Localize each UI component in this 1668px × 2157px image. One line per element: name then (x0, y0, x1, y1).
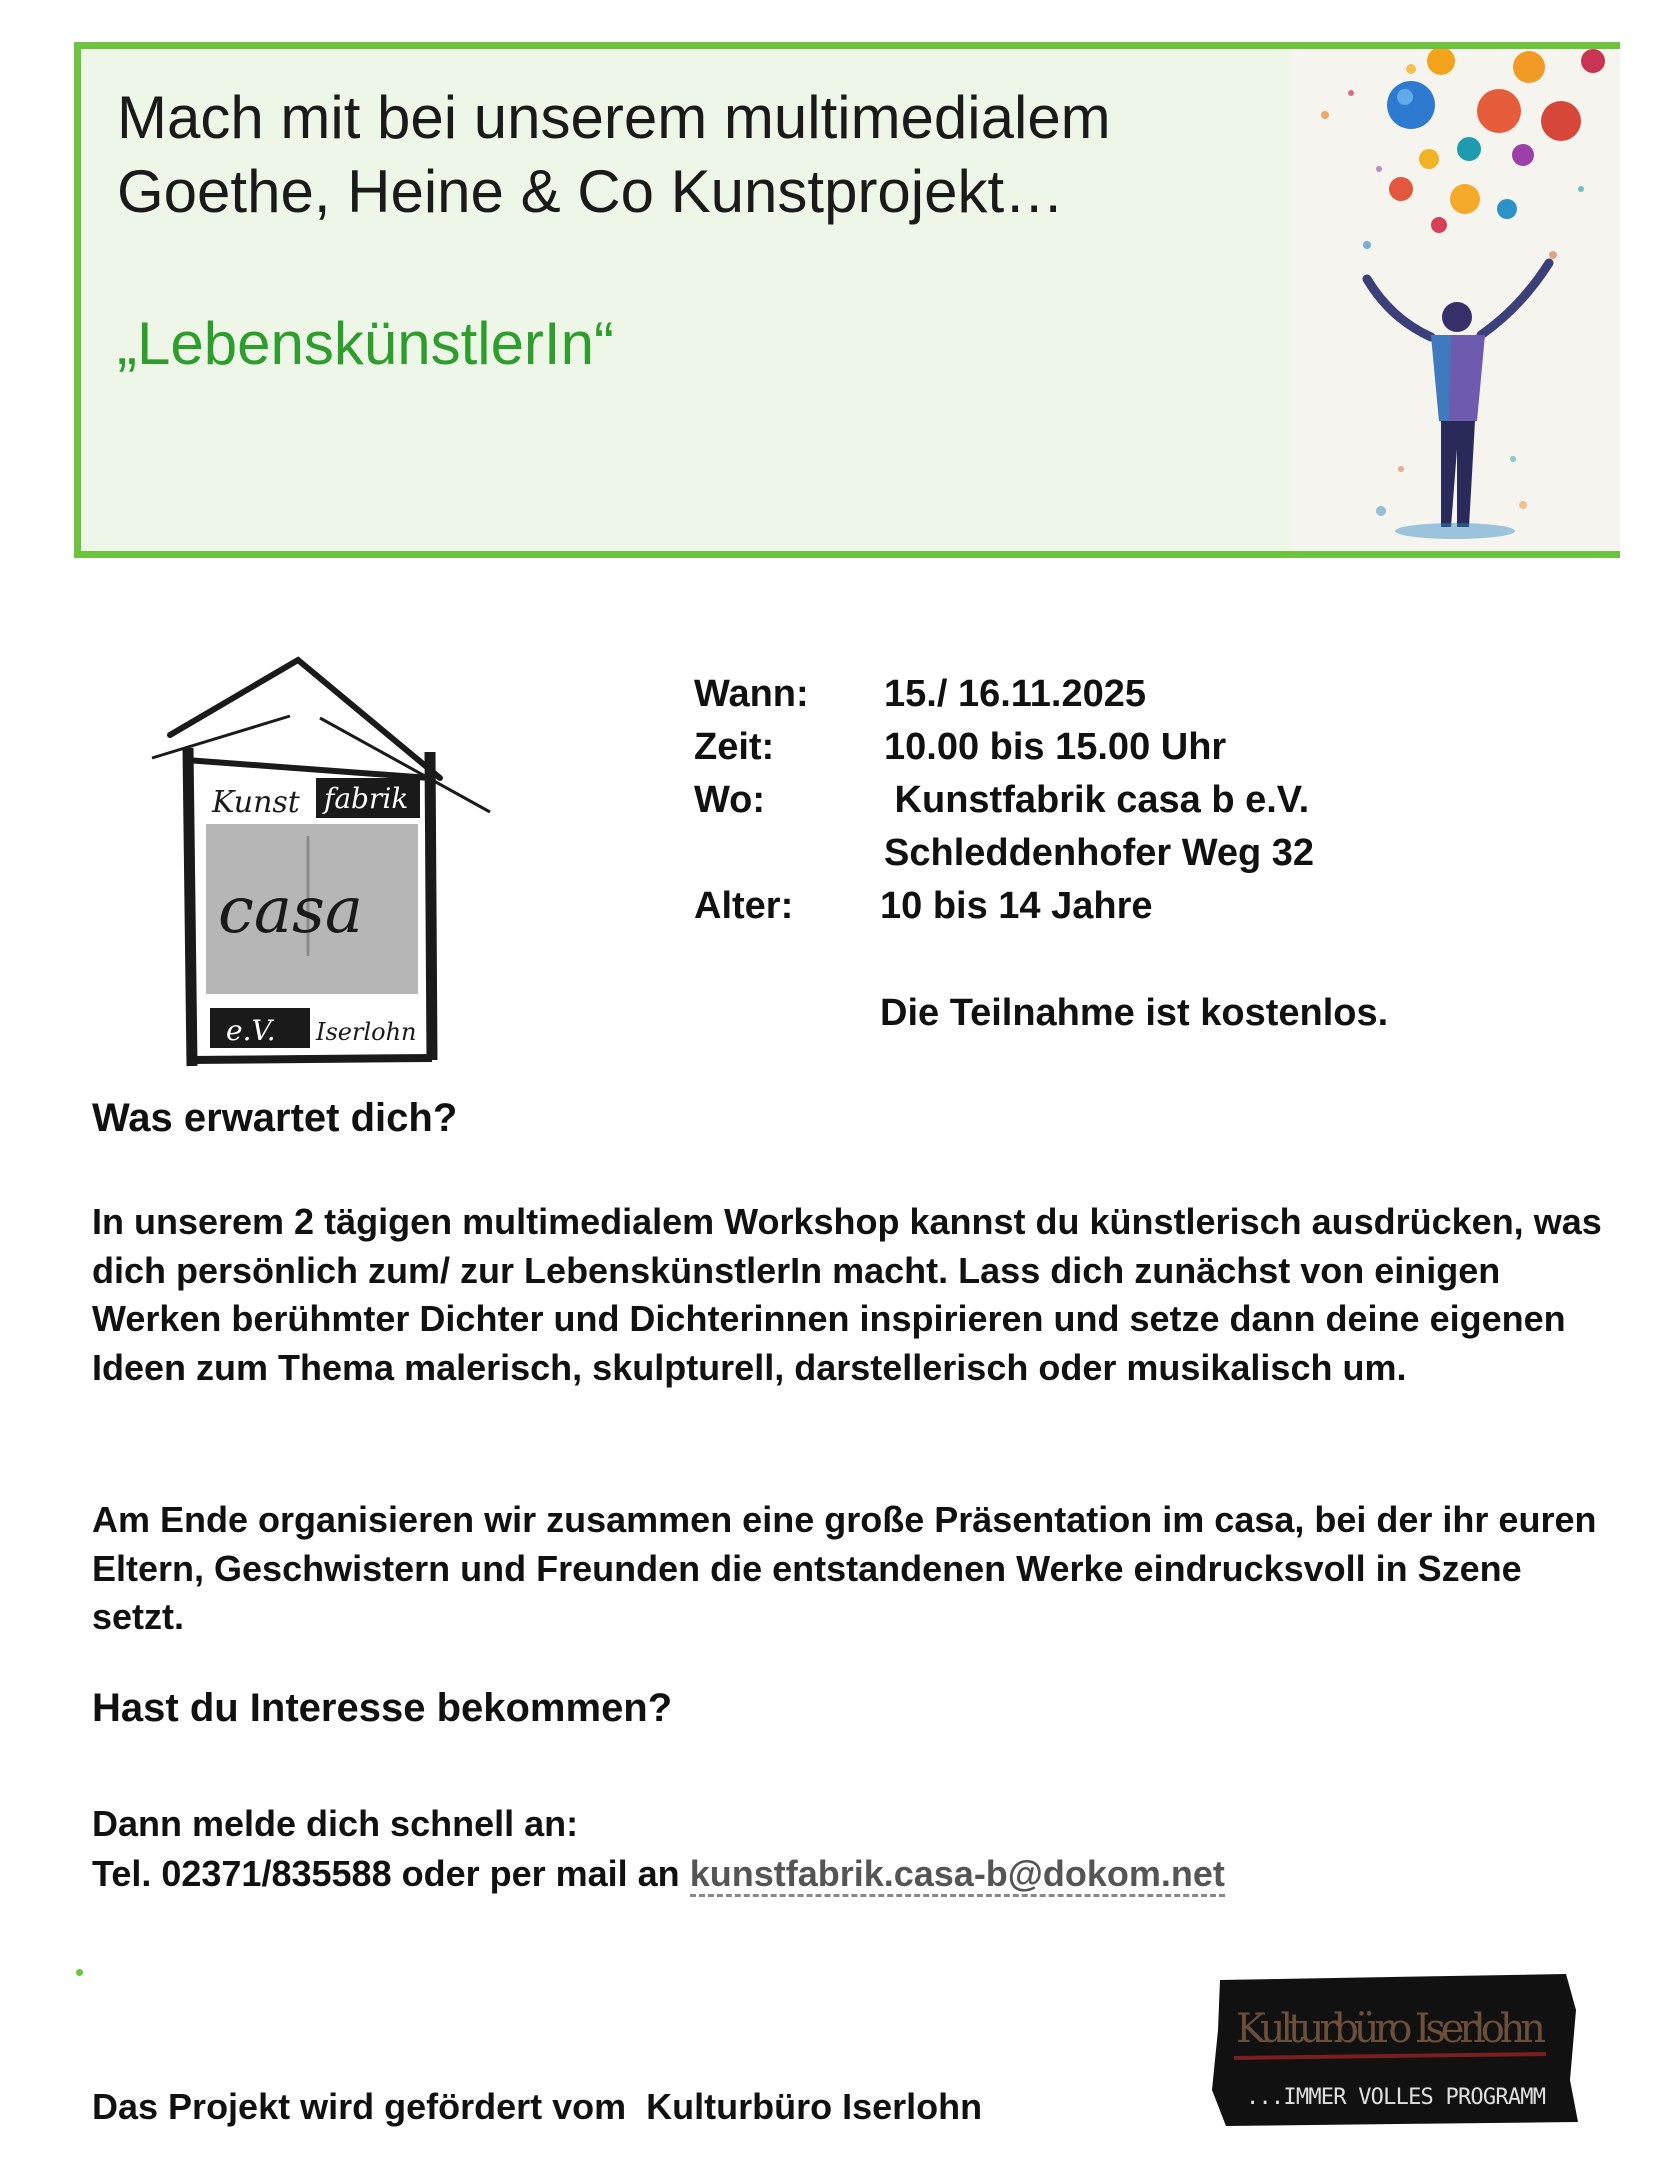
free-participation-note: Die Teilnahme ist kostenlos. (880, 992, 1389, 1034)
project-subtitle: „LebenskünstlerIn“ (117, 310, 614, 377)
page-title (117, 81, 1111, 229)
funding-note: Das Projekt wird gefördert vom Kulturbüro Iserlohn (92, 2086, 983, 2127)
address-value: Schleddenhofer Weg 32 (884, 832, 1315, 874)
age-label: Alter: (694, 885, 794, 927)
where-value: Kunstfabrik casa b e.V. (884, 779, 1310, 821)
when-value: 15./ 16.11.2025 (884, 673, 1147, 715)
logo-text-kunst: Kunst (212, 785, 300, 820)
signup-line: Dann melde dich schnell an: (92, 1803, 579, 1844)
contact-line (92, 1850, 1612, 1899)
question-heading-1: Was erwartet dich? (92, 1096, 458, 1140)
kb-logo-slogan: ...IMMER VOLLES PROGRAMM (1246, 2085, 1546, 2110)
description-paragraph-2: Am Ende organisieren wir zusammen eine große Präsentation im casa, bei der ihr euren Eltern, Geschwistern und Freunden die entstandenen Werke eindrucksvoll in Szene setzt. (92, 1499, 1597, 1637)
kunstfabrik-casa-logo (140, 640, 500, 1090)
header-banner (74, 42, 1620, 558)
logo-text-casa: casa (218, 874, 363, 948)
contact-prefix: Tel. 02371/835588 oder per mail an (92, 1853, 690, 1894)
kb-logo-title: Kulturbüro Iserlohn (1236, 2006, 1546, 2052)
kulturbuero-iserlohn-logo (1206, 1970, 1582, 2130)
time-value: 10.00 bis 15.00 Uhr (884, 726, 1227, 768)
green-dot (76, 1969, 83, 1976)
email-link[interactable]: kunstfabrik.casa-b@dokom.net (690, 1853, 1225, 1897)
logo-text-city: Iserlohn (316, 1018, 417, 1046)
title-line-2: Goethe, Heine & Co Kunstprojekt… (117, 158, 1065, 225)
description-paragraph-1: In unserem 2 tägigen multimedialem Workshop kannst du künstlerisch ausdrücken, was dich persönlich zum/ zur LebenskünstlerIn macht. Lass dich zunächst von einigen Werken berühmter Dichter und Dichterinnen inspirieren und setze dann deine eigenen Ideen zum Thema malerisch, skulpturell, darstellerisch oder musikalisch um. (92, 1201, 1602, 1388)
watercolor-figure-illustration (1291, 49, 1620, 551)
title-line-1: Mach mit bei unserem multimedialem (117, 84, 1111, 151)
when-label: Wann: (694, 673, 809, 715)
logo-text-ev: e.V. (226, 1014, 276, 1047)
where-label: Wo: (694, 779, 766, 821)
age-value: 10 bis 14 Jahre (880, 885, 1153, 927)
logo-text-fabrik: fabrik (324, 782, 409, 815)
question-heading-2: Hast du Interesse bekommen? (92, 1686, 673, 1730)
time-label: Zeit: (694, 726, 775, 768)
